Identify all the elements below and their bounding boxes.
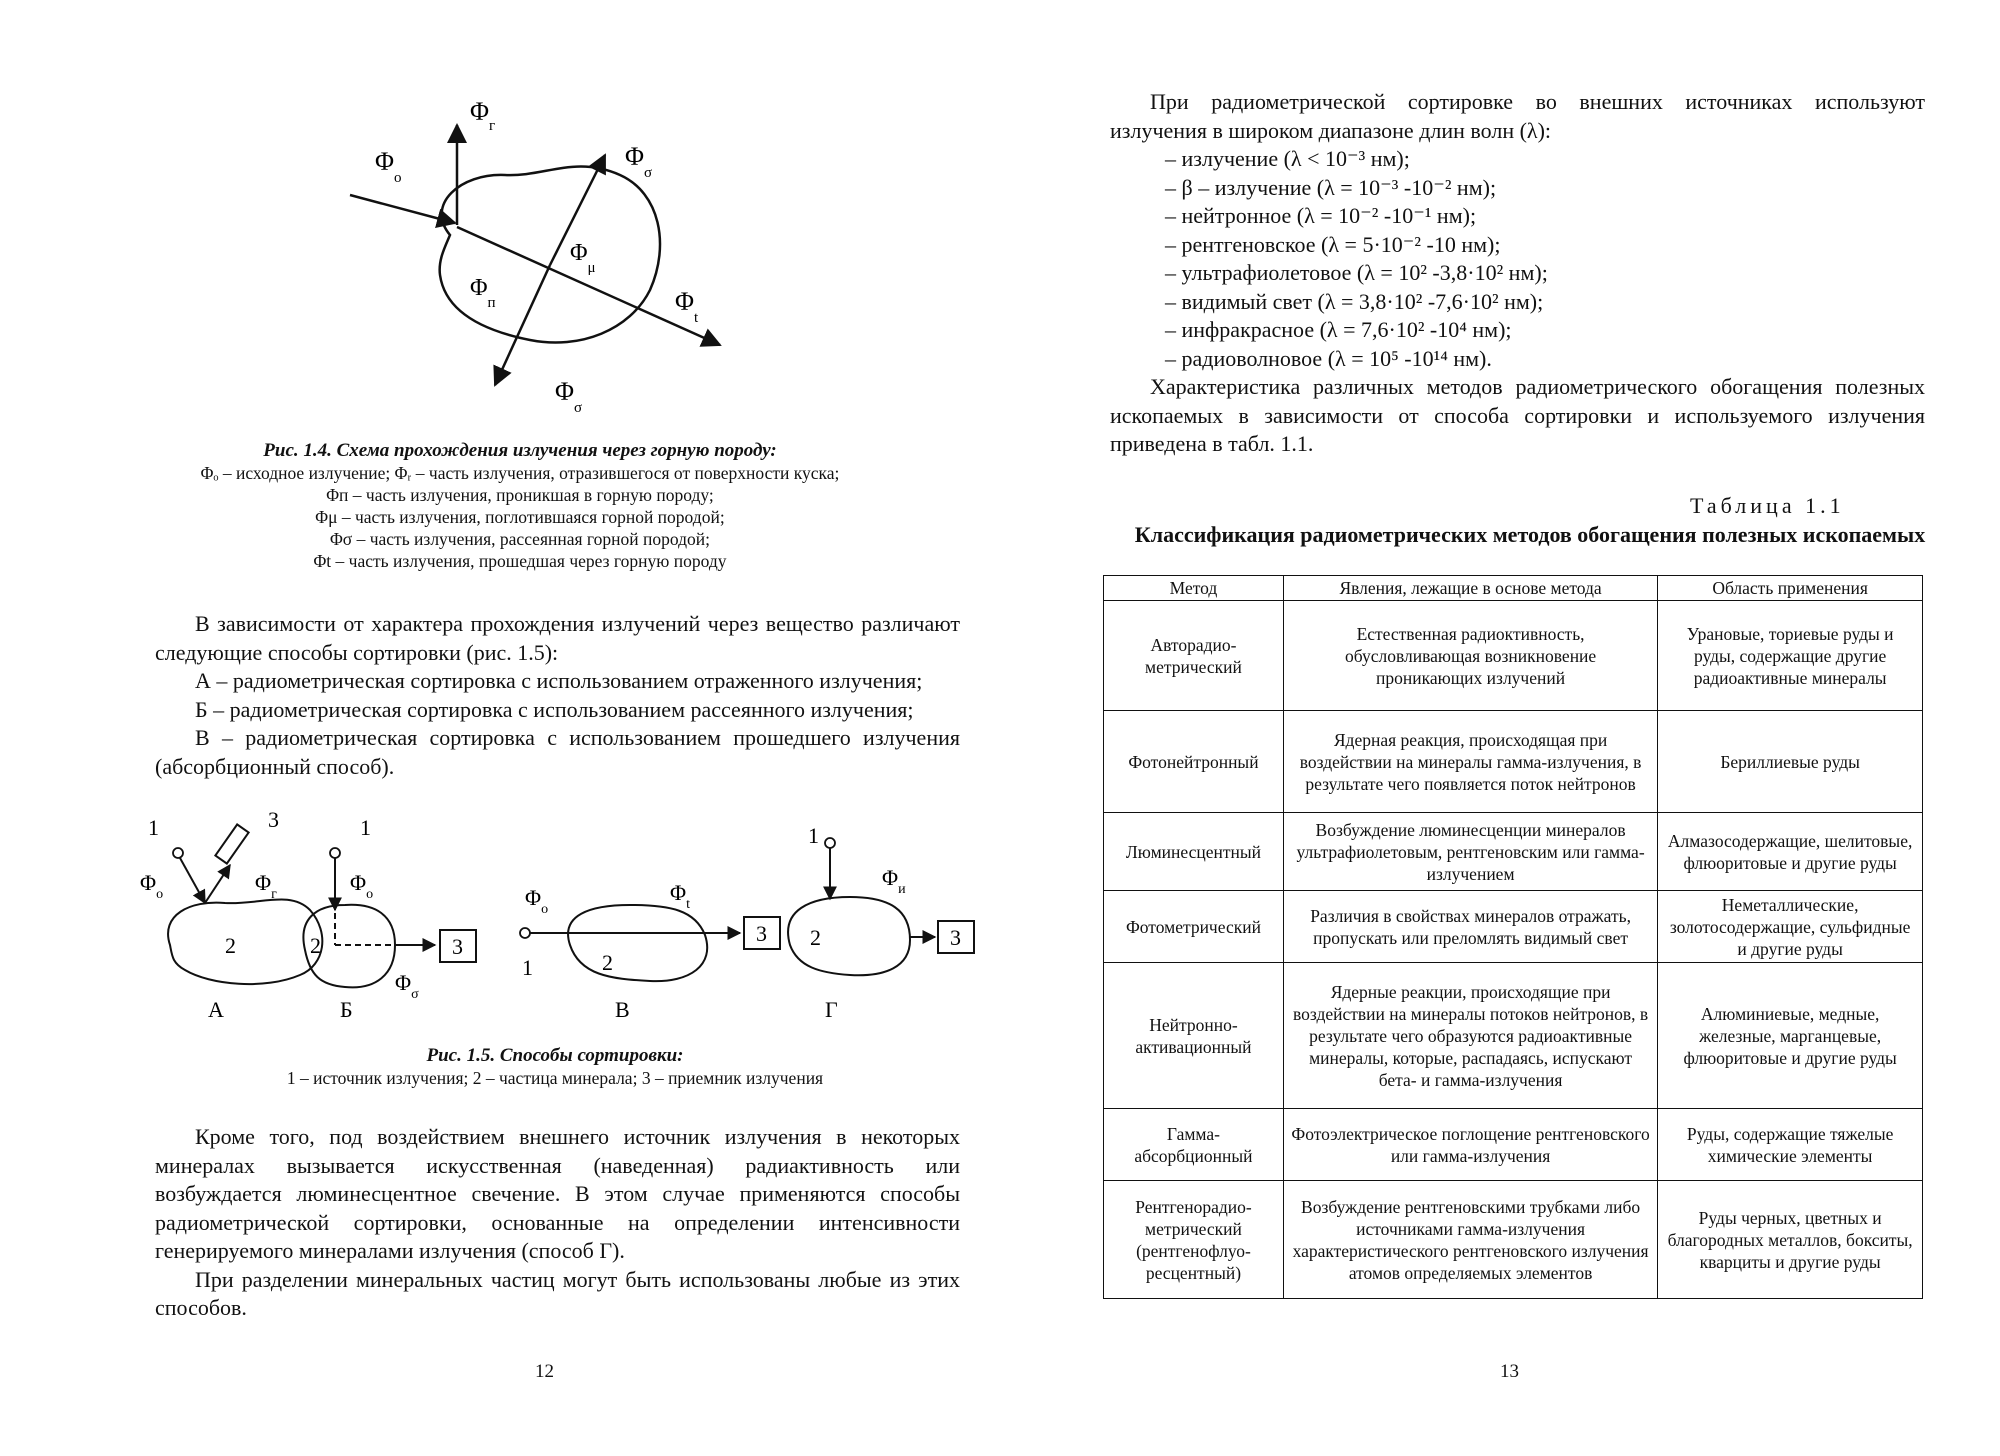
sorting-methods-text	[155, 610, 960, 781]
table-header-row	[1104, 576, 1923, 601]
figure-1-4-caption	[130, 440, 910, 572]
cell-application: Руды черных, цветных и благородных металлов, бокситы, кварциты и другие руды	[1658, 1181, 1923, 1299]
figure-1-4-caption-title: Рис. 1.4. Схема прохождения излучения через горную породу:	[263, 440, 777, 461]
caption-line: Φₒ – исходное излучение; Φᵣ – часть излучения, отразившегося от поверхности куска;	[200, 463, 840, 483]
panel-g-label: Г	[825, 997, 838, 1022]
svg-text:3: 3	[268, 807, 279, 832]
svg-text:2: 2	[310, 933, 321, 958]
cell-application: Алмазосодержащие, шелитовые, флюоритовые и другие руды	[1658, 813, 1923, 891]
label-phi-r: Φ	[470, 97, 490, 126]
page-number: 12	[535, 1361, 554, 1382]
figure-1-5-caption-title: Рис. 1.5. Способы сортировки:	[426, 1045, 684, 1066]
table-row	[1104, 601, 1923, 711]
column-header-method: Метод	[1104, 576, 1284, 601]
list-item: – нейтронное (λ = 10⁻² -10⁻¹ нм);	[1165, 203, 1477, 228]
label-phi-sigma-bottom: Φ	[555, 377, 575, 406]
cell-phenomena: Фотоэлектрическое поглощение рентгеновского или гамма-излучения	[1283, 1109, 1657, 1181]
scattered-ray-down	[495, 265, 550, 385]
column-header-application: Область применения	[1658, 576, 1923, 601]
cell-method: Рентгенорадио-метрический (рентгенофлуо-ресцентный)	[1104, 1181, 1284, 1299]
page-number: 13	[1500, 1361, 1519, 1382]
list-item: – инфракрасное (λ = 7,6·10² -10⁴ нм);	[1165, 317, 1512, 342]
figure-1-5-diagram	[130, 805, 980, 1035]
table-number: Таблица 1.1	[1690, 493, 1845, 518]
svg-text:2: 2	[810, 925, 821, 950]
svg-text:Φt: $\Phi_t$	[675, 287, 699, 326]
cell-application: Алюминиевые, медные, железные, марганцевые, флюоритовые и другие руды	[1658, 963, 1923, 1109]
paragraph: В зависимости от характера прохождения излучений через вещество различают следующие способы сортировки (рис. 1.5):	[155, 611, 960, 665]
svg-text:Φп: $\Phi_п$	[470, 275, 496, 311]
cell-phenomena: Различия в свойствах минералов отражать, пропускать или преломлять видимый свет	[1283, 891, 1657, 963]
method-a: А – радиометрическая сортировка с использованием отраженного излучения;	[195, 668, 923, 693]
penetrating-ray	[457, 227, 720, 345]
list-item: – рентгеновское (λ = 5·10⁻² -10 нм);	[1165, 231, 1501, 257]
panel-b-label: Б	[340, 997, 353, 1022]
list-item: – радиоволновое (λ = 10⁵ -10¹⁴ нм).	[1165, 345, 1492, 371]
figure-1-5-caption	[130, 1045, 980, 1089]
label-phi-t: Φ	[675, 287, 695, 316]
table-title: Классификация радиометрических методов обогащения полезных ископаемых	[1134, 522, 1926, 547]
svg-text:1: 1	[522, 955, 533, 980]
paragraph: При радиометрической сортировке во внешних источниках используют излучения в широком диапазоне длин волн (λ):	[1110, 89, 1925, 143]
table-row	[1104, 963, 1923, 1109]
svg-text:Φг: $\Phi_г$	[255, 870, 277, 902]
label-phi-mu: Φ	[570, 240, 588, 266]
caption-line: 1 – источник излучения; 2 – частица минерала; 3 – приемник излучения	[286, 1068, 824, 1088]
label-phi-o: Φ	[375, 147, 395, 176]
paragraph: При разделении минеральных частиц могут быть использованы любые из этих способов.	[155, 1266, 960, 1320]
table-row	[1104, 1181, 1923, 1299]
figure-1-4-diagram	[330, 95, 750, 435]
label-phi-sigma-top: Φ	[625, 142, 645, 171]
svg-text:Φσ: $\Phi_\sigma$	[555, 377, 583, 416]
svg-text:Φо: $\Phi_о$	[375, 147, 402, 186]
method-b: Б – радиометрическая сортировка с использованием рассеянного излучения;	[195, 696, 914, 722]
rock-particle	[440, 167, 660, 343]
panel-a-label: А	[208, 997, 224, 1022]
svg-text:Φо: $\Phi_о$	[140, 870, 164, 902]
svg-text:3: 3	[756, 921, 767, 946]
cell-method: Гамма-абсорбционный	[1104, 1109, 1284, 1181]
svg-text:Φt: $\Phi_t$	[670, 880, 690, 912]
svg-text:1: 1	[360, 815, 371, 840]
paragraph: Характеристика различных методов радиометрического обогащения полезных ископаемых в зависимости от способа сортировки и используемого излучения приведена в табл. 1.1.	[1110, 374, 1925, 456]
caption-line: Φt – часть излучения, прошедшая через горную породу	[313, 551, 727, 571]
svg-text:3: 3	[452, 934, 463, 959]
cell-phenomena: Ядерная реакция, происходящая при воздействии на минералы гамма-излучения, в результате чего появляется поток нейтронов	[1283, 711, 1657, 813]
caption-line: Φп – часть излучения, проникшая в горную породу;	[326, 485, 714, 505]
incoming-ray	[350, 195, 455, 223]
svg-text:Φо: $\Phi_о$	[350, 870, 374, 902]
svg-text:Φσ: $\Phi_\sigma$	[395, 970, 419, 1002]
table-row	[1104, 891, 1923, 963]
table-row	[1104, 711, 1923, 813]
svg-text:2: 2	[225, 933, 236, 958]
cell-application: Неметаллические, золотосодержащие, сульфидные и другие руды	[1658, 891, 1923, 963]
spectrum-list	[1110, 145, 1925, 373]
panel-v-label: В	[615, 997, 630, 1022]
list-item: – видимый свет (λ = 3,8·10² -7,6·10² нм);	[1165, 288, 1544, 314]
cell-application: Бериллиевые руды	[1658, 711, 1923, 813]
method-v: В – радиометрическая сортировка с использованием прошедшего излучения (абсорбционный способ).	[155, 725, 960, 779]
cell-method: Нейтронно-активационный	[1104, 963, 1284, 1109]
svg-text:Φг: $\Phi_г$	[470, 97, 496, 134]
caption-line: Φσ – часть излучения, рассеянная горной породой;	[329, 529, 711, 549]
paragraph: Кроме того, под воздействием внешнего источник излучения в некоторых минералах вызывается искусственная (наведенная) радиактивность или возбуждается люминесцентное свечение. В этом случае применяются способы радиометрической сортировки, основанные на определении интенсивности генерируемого минералами излучения (способ Г).	[155, 1124, 960, 1263]
svg-text:Φμ: $\Phi_\mu$	[570, 240, 596, 276]
svg-text:1: 1	[808, 823, 819, 848]
caption-line: Φμ – часть излучения, поглотившаяся горной породой;	[315, 507, 725, 527]
cell-application: Урановые, ториевые руды и руды, содержащие другие радиоактивные минералы	[1658, 601, 1923, 711]
cell-phenomena: Естественная радиоктивность, обусловливающая возникновение проникающих излучений	[1283, 601, 1657, 711]
cell-phenomena: Возбуждение рентгеновскими трубками либо источниками гамма-излучения характеристического рентгеновского излучения атомов определяемых элементов	[1283, 1181, 1657, 1299]
list-item: – β – излучение (λ = 10⁻³ -10⁻² нм);	[1165, 174, 1497, 200]
column-header-phenomena: Явления, лежащие в основе метода	[1283, 576, 1657, 601]
svg-text:2: 2	[602, 950, 613, 975]
cell-application: Руды, содержащие тяжелые химические элементы	[1658, 1109, 1923, 1181]
cell-method: Люминесцентный	[1104, 813, 1284, 891]
table-row	[1104, 1109, 1923, 1181]
svg-text:Φи: $\Phi_и$	[882, 865, 906, 897]
list-item: – излучение (λ < 10⁻³ нм);	[1165, 146, 1410, 171]
svg-text:Φо: $\Phi_о$	[525, 885, 549, 917]
svg-text:1: 1	[148, 815, 159, 840]
label-phi-n: Φ	[470, 275, 488, 301]
cell-method: Фотонейтронный	[1104, 711, 1284, 813]
svg-text:3: 3	[950, 925, 961, 950]
table-row	[1104, 813, 1923, 891]
list-item: – ультрафиолетовое (λ = 10² -3,8·10² нм);	[1165, 260, 1548, 285]
classification-table	[1103, 575, 1923, 1299]
intro-text	[1110, 88, 1925, 459]
svg-text:Φσ: $\Phi_\sigma$	[625, 142, 653, 181]
cell-method: Фотометрический	[1104, 891, 1284, 963]
cell-method: Авторадио-метрический	[1104, 601, 1284, 711]
cell-phenomena: Ядерные реакции, происходящие при воздействии на минералы потоков нейтронов, в результате чего образуются радиоактивные минералы, которые, распадаясь, испускают бета- и гамма-излучения	[1283, 963, 1657, 1109]
induced-radiation-text	[155, 1123, 960, 1323]
cell-phenomena: Возбуждение люминесценции минералов ультрафиолетовым, рентгеновским или гамма-излучением	[1283, 813, 1657, 891]
